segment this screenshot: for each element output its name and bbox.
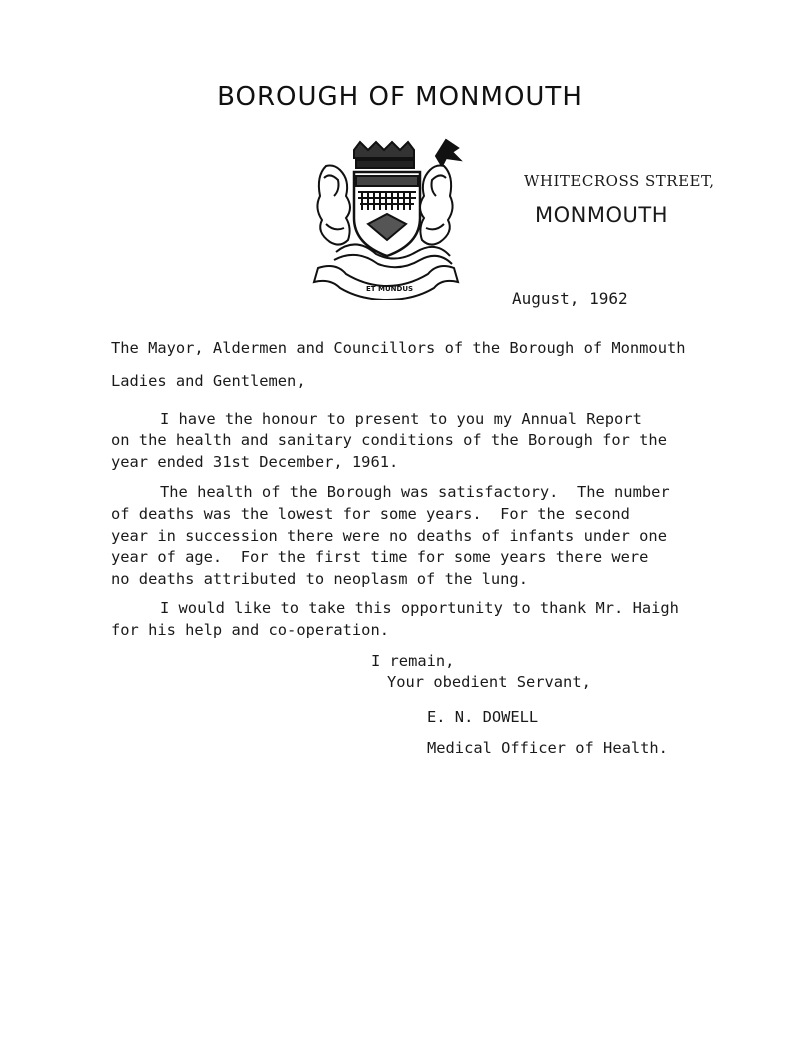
- paragraph-2-line: year of age. For the first time for some years there were: [111, 548, 649, 566]
- borough-crest-icon: [296, 136, 474, 300]
- letter-date: August, 1962: [512, 289, 628, 308]
- paragraph-1-line: year ended 31st December, 1961.: [111, 453, 399, 471]
- salutation-recipients: The Mayor, Aldermen and Councillors of the Borough of Monmouth: [111, 339, 686, 357]
- closing-remain: I remain,: [371, 652, 455, 670]
- paragraph-3-line: for his help and co-operation.: [111, 621, 389, 639]
- paragraph-2-line: no deaths attributed to neoplasm of the lung.: [111, 570, 528, 588]
- signatory-title: Medical Officer of Health.: [427, 739, 668, 757]
- address-street: WHITECROSS STREET,: [524, 172, 715, 190]
- address-town: MONMOUTH: [535, 203, 668, 227]
- paragraph-2-line: year in succession there were no deaths of infants under one: [111, 527, 667, 545]
- signatory-name: E. N. DOWELL: [427, 708, 539, 726]
- paragraph-3-line: I would like to take this opportunity to thank Mr. Haigh: [160, 599, 679, 617]
- paragraph-2-line: of deaths was the lowest for some years. For the second: [111, 505, 630, 523]
- page-title: BOROUGH OF MONMOUTH: [217, 82, 583, 112]
- closing-servant: Your obedient Servant,: [387, 673, 591, 691]
- paragraph-2-line: The health of the Borough was satisfactory. The number: [160, 483, 670, 501]
- paragraph-1-line: on the health and sanitary conditions of the Borough for the: [111, 431, 667, 449]
- salutation-greeting: Ladies and Gentlemen,: [111, 372, 306, 390]
- paragraph-1-line: I have the honour to present to you my Annual Report: [160, 410, 642, 428]
- svg-text:ET MUNDUS: ET MUNDUS: [366, 285, 414, 293]
